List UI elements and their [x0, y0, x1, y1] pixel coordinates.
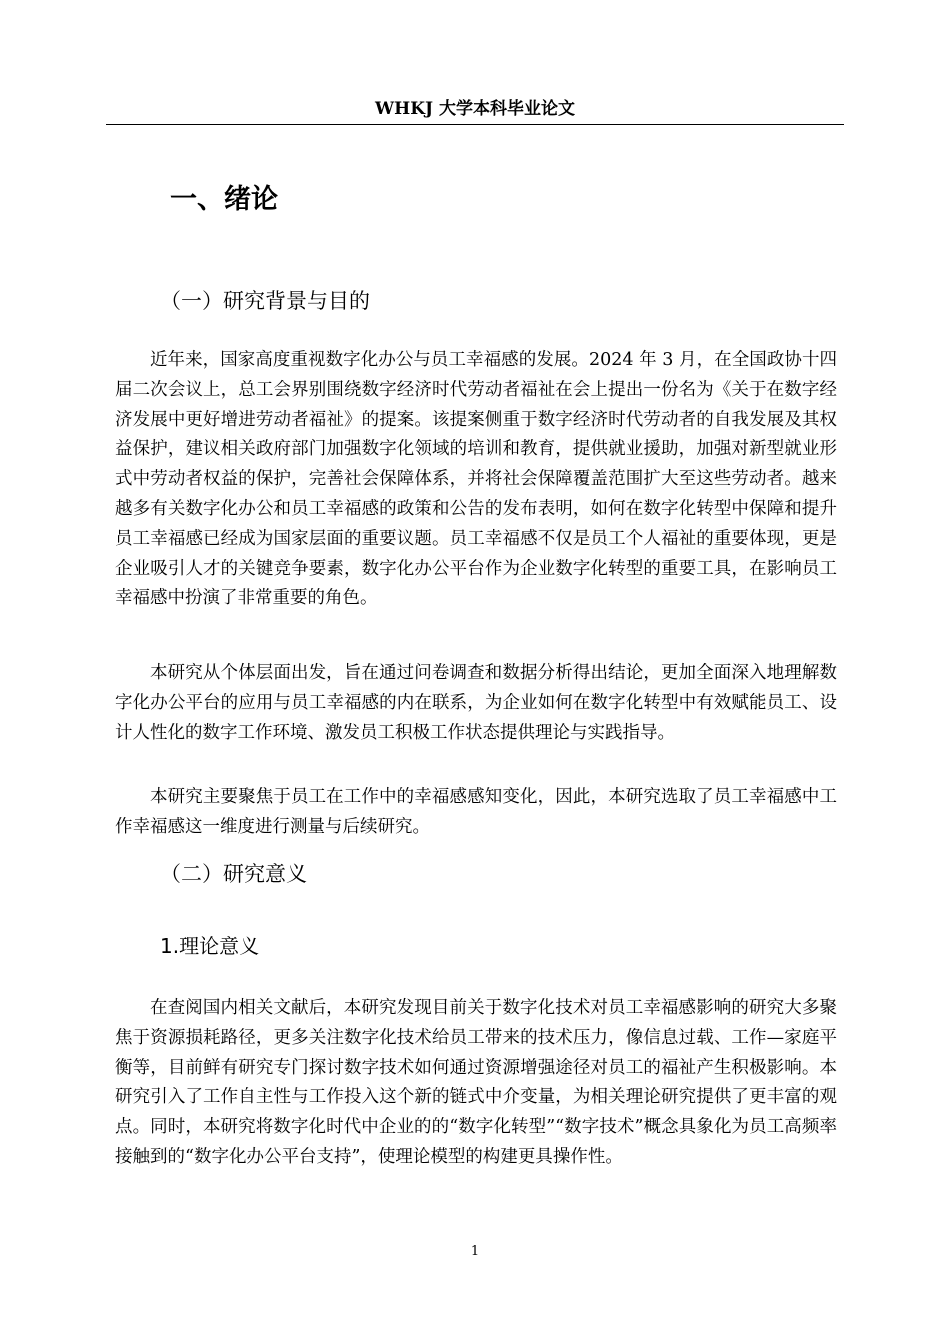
header-divider — [106, 124, 844, 125]
chapter-title: 一、绪论 — [170, 184, 278, 215]
body-paragraph: 本研究从个体层面出发，旨在通过问卷调查和数据分析得出结论，更加全面深入地理解数字化办公平台的应用与员工幸福感的内在联系，为企业如何在数字化转型中有效赋能员工、设计人性化的数字工作环境、激发员工积极工作状态提供理论与实践指导。 — [115, 663, 837, 743]
body-paragraph: 在查阅国内相关文献后，本研究发现目前关于数字化技术对员工幸福感影响的研究大多聚焦于资源损耗路径，更多关注数字化技术给员工带来的技术压力，像信息过载、工作—家庭平衡等，目前鲜有研究专门探讨数字技术如何通过资源增强途径对员工的福祉产生积极影响。本研究引入了工作自主性与工作投入这个新的链式中介变量，为相关理论研究提供了更丰富的观点。同时，本研究将数字化时代中企业的的“数字化转型”“数字技术”概念具象化为员工高频率接触到的“数字化办公平台支持”，使理论模型的构建更具操作性。 — [115, 998, 837, 1167]
page-number: 1 — [470, 1244, 480, 1259]
section-heading-background: （一）研究背景与目的 — [160, 289, 370, 313]
page-header-title: WHKJ 大学本科毕业论文 — [375, 99, 575, 119]
body-paragraph: 本研究主要聚焦于员工在工作中的幸福感感知变化，因此，本研究选取了员工幸福感中工作幸福感这一维度进行测量与后续研究。 — [115, 787, 837, 837]
subsection-heading-theoretical: 1.理论意义 — [160, 934, 260, 958]
body-paragraph: 近年来，国家高度重视数字化办公与员工幸福感的发展。2024 年 3 月，在全国政协十四届二次会议上，总工会界别围绕数字经济时代劳动者福祉在会上提出一份名为《关于在数字经济发展中更好增进劳动者福祉》的提案。该提案侧重于数字经济时代劳动者的自我发展及其权益保护，建议相关政府部门加强数字化领域的培训和教育，提供就业援助，加强对新型就业形式中劳动者权益的保护，完善社会保障体系，并将社会保障覆盖范围扩大至这些劳动者。越来越多有关数字化办公和员工幸福感的政策和公告的发布表明，如何在数字化转型中保障和提升员工幸福感已经成为国家层面的重要议题。员工幸福感不仅是员工个人福祉的重要体现，更是企业吸引人才的关键竞争要素，数字化办公平台作为企业数字化转型的重要工具，在影响员工幸福感中扮演了非常重要的角色。 — [115, 350, 837, 609]
section-heading-significance: （二）研究意义 — [160, 862, 307, 886]
